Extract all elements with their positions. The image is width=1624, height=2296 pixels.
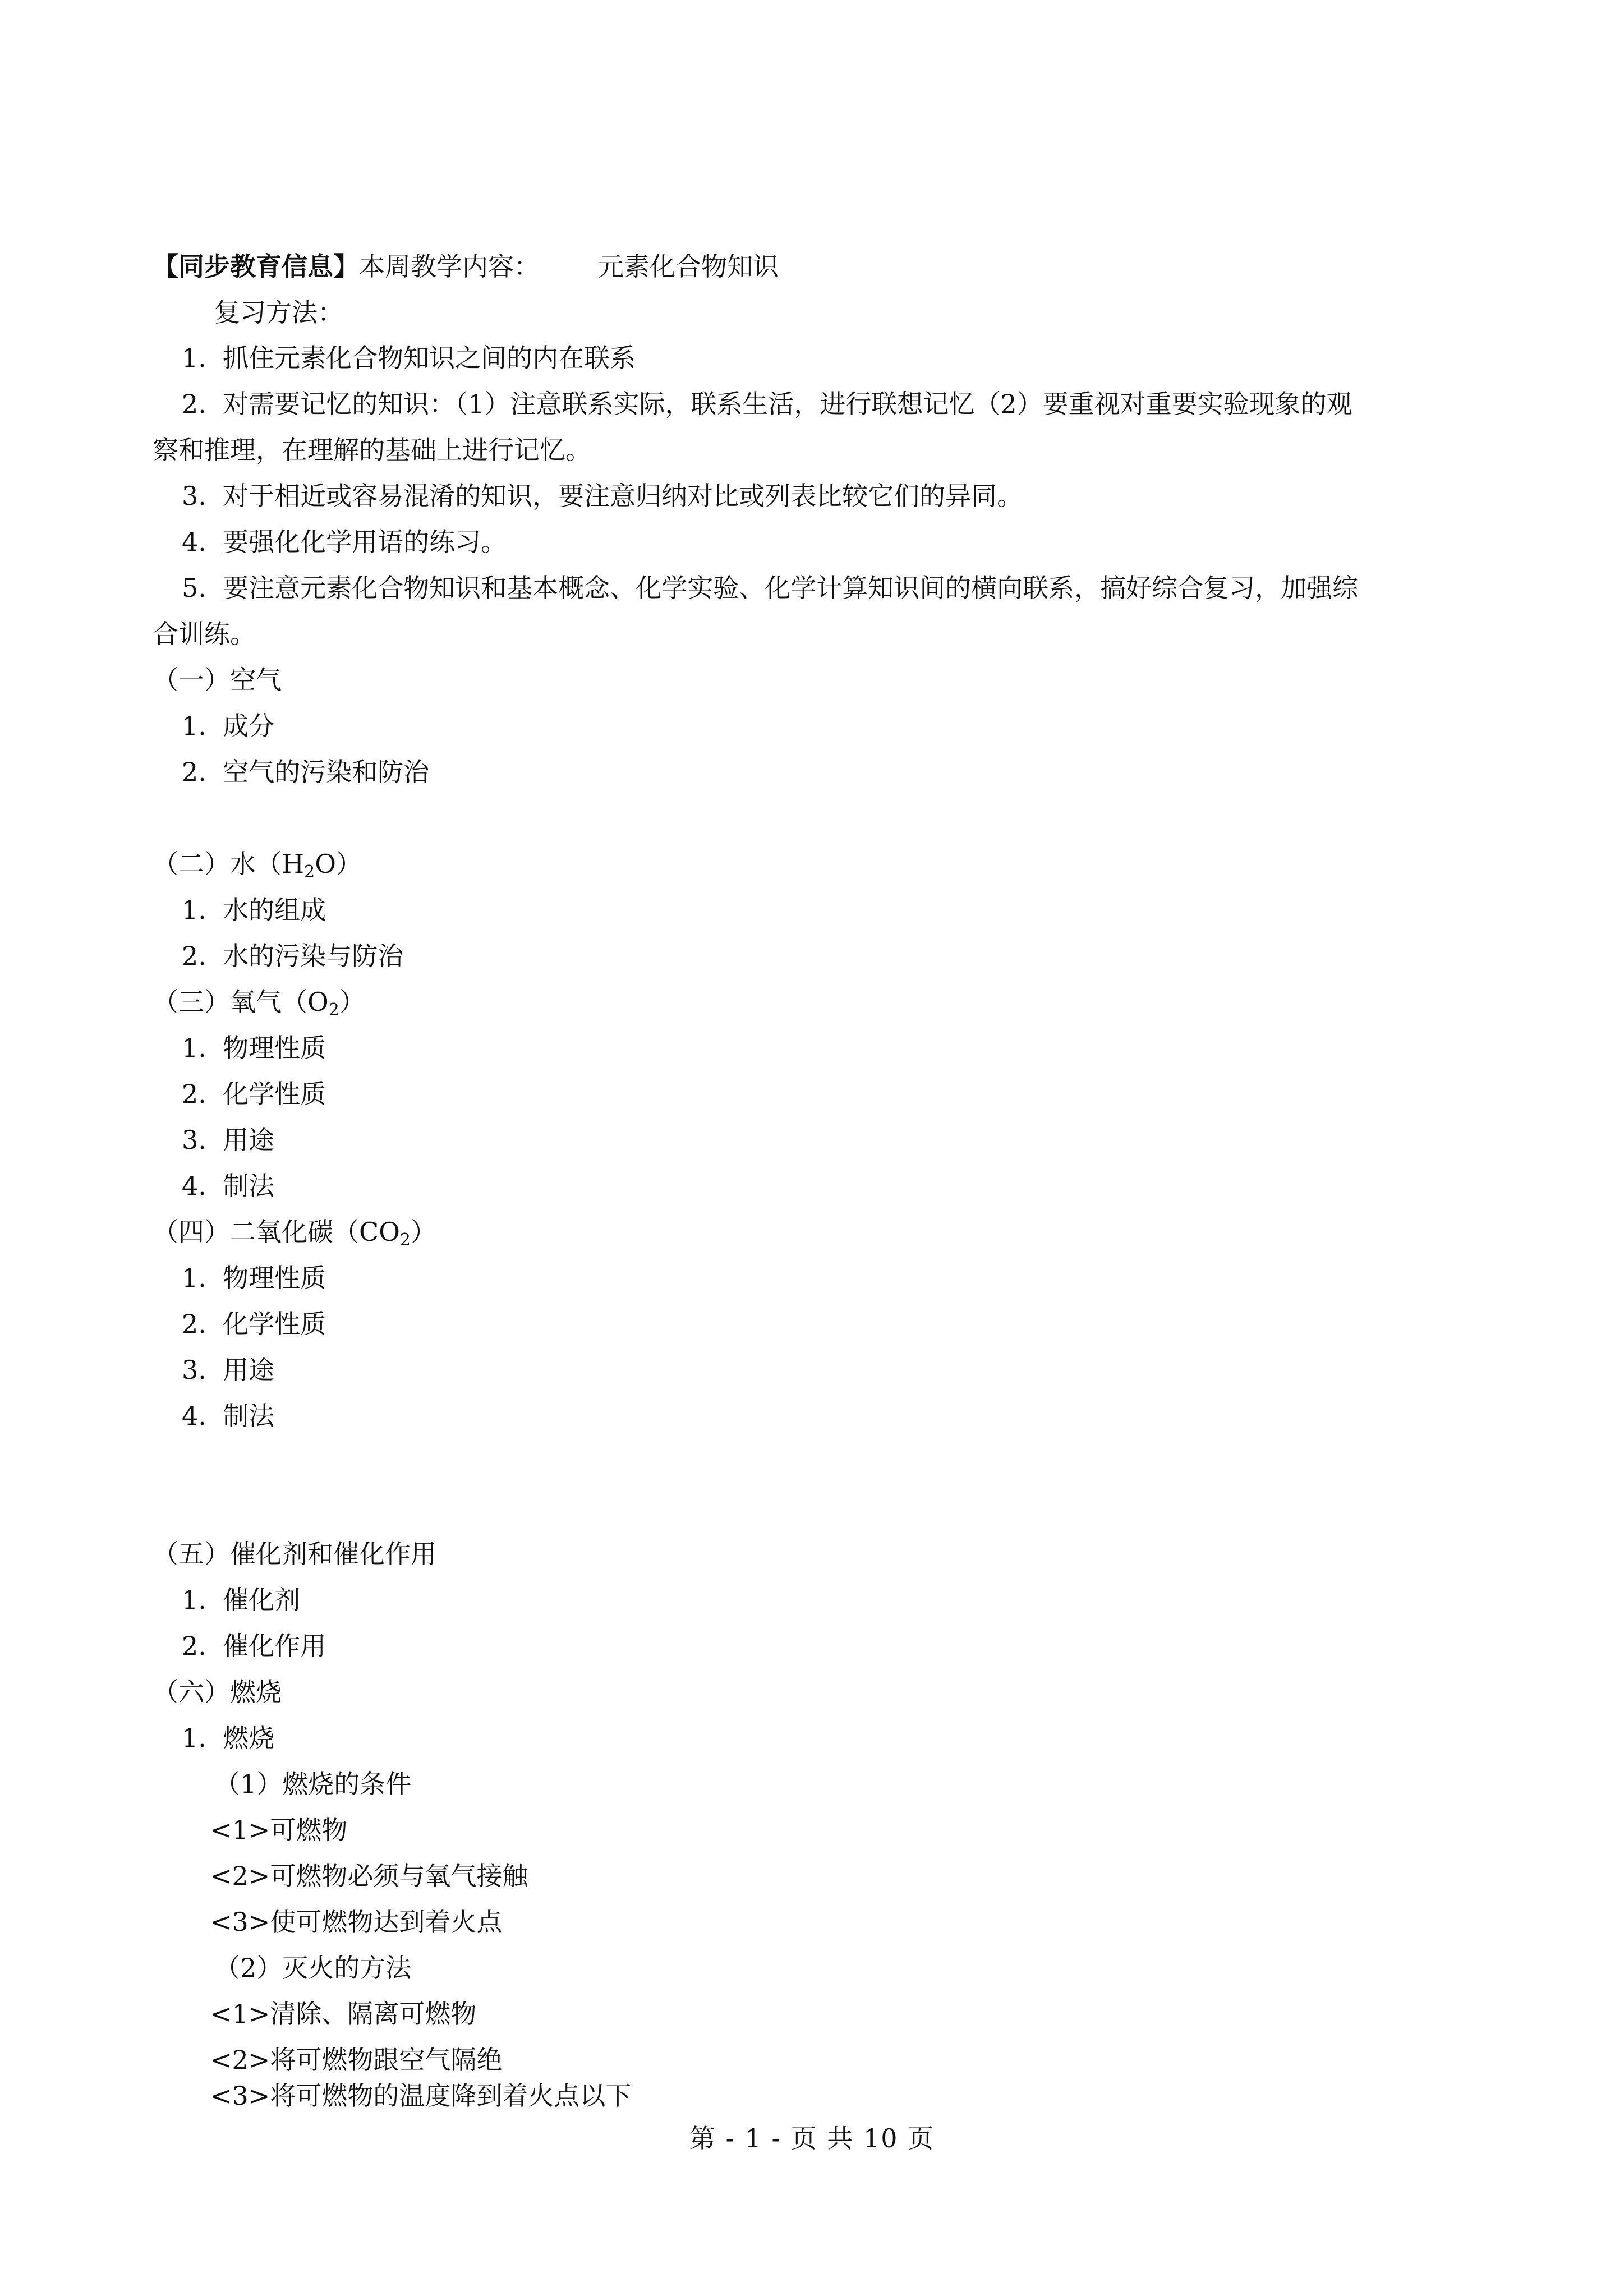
item-text: 物理性质 — [223, 1263, 326, 1293]
item-text: 对需要记忆的知识：（1）注意联系实际，联系生活，进行联想记忆（2）要重视对重要实验现象的观 — [223, 389, 1352, 419]
item-text: 催化作用 — [223, 1631, 326, 1661]
item-text: 化学性质 — [223, 1079, 326, 1109]
condition-item-3: <3>使可燃物达到着火点 — [210, 1907, 503, 1937]
extinguish-item-2: <2>将可燃物跟空气隔绝 — [210, 2045, 503, 2075]
review-item-4 — [182, 525, 507, 559]
title-text-end: ） — [411, 1217, 437, 1247]
subscript: 2 — [304, 862, 315, 882]
review-item-2-continued: 察和推理，在理解的基础上进行记忆。 — [153, 435, 591, 465]
item-text: 成分 — [223, 711, 275, 741]
item-number: 4. — [182, 1171, 206, 1201]
oxygen-item-4 — [182, 1169, 274, 1203]
review-item-2 — [182, 387, 1352, 421]
item-text: 燃烧 — [223, 1723, 275, 1753]
combustion-item-1 — [182, 1721, 274, 1755]
page-footer: 第 - 1 - 页 共 10 页 — [689, 2123, 935, 2154]
subscript: 2 — [399, 1230, 411, 1250]
extinguish-title: （2）灭火的方法 — [214, 1953, 412, 1983]
condition-item-2: <2>可燃物必须与氧气接触 — [210, 1861, 528, 1891]
oxygen-item-3 — [182, 1123, 274, 1157]
item-text: 制法 — [223, 1171, 275, 1201]
item-number: 1. — [182, 1263, 206, 1293]
title-text: （四）二氧化碳（CO — [153, 1217, 400, 1247]
title-text: （二）水（H — [153, 849, 305, 879]
review-title: 复习方法： — [214, 297, 343, 328]
review-item-1 — [182, 341, 636, 375]
extinguish-item-3: <3>将可燃物的温度降到着火点以下 — [210, 2081, 632, 2111]
title-text: （三）氧气（O — [153, 987, 329, 1017]
co2-item-2 — [182, 1307, 326, 1341]
item-number: 1. — [182, 1033, 206, 1063]
item-text: 水的组成 — [223, 895, 326, 925]
item-text: 水的污染与防治 — [223, 941, 404, 971]
item-text: 制法 — [223, 1401, 275, 1431]
item-text: 对于相近或容易混淆的知识，要注意归纳对比或列表比较它们的异同。 — [223, 481, 1023, 511]
item-text: 用途 — [223, 1355, 275, 1385]
catalyst-item-2 — [182, 1629, 326, 1663]
item-number: 5. — [182, 573, 206, 603]
item-number: 1. — [182, 711, 206, 741]
item-text: 要注意元素化合物知识和基本概念、化学实验、化学计算知识间的横向联系，搞好综合复习，加强综 — [223, 573, 1359, 603]
section-combustion-title: （六）燃烧 — [153, 1677, 282, 1707]
item-text: 用途 — [223, 1125, 275, 1155]
item-number: 1. — [182, 895, 206, 925]
item-number: 2. — [182, 1079, 206, 1109]
item-text: 空气的污染和防治 — [223, 757, 430, 787]
water-item-2 — [182, 939, 403, 973]
item-text: 催化剂 — [223, 1585, 301, 1615]
item-text: 物理性质 — [223, 1033, 326, 1063]
item-text: 要强化化学用语的练习。 — [223, 527, 507, 557]
section-co2-title — [153, 1215, 436, 1249]
section-air-title: （一）空气 — [153, 665, 282, 695]
review-item-5-continued: 合训练。 — [153, 619, 256, 649]
co2-item-3 — [182, 1353, 274, 1387]
subscript: 2 — [328, 1000, 339, 1020]
item-number: 2. — [182, 1631, 206, 1661]
title-text-end: O） — [315, 849, 362, 879]
section-catalyst-title: （五）催化剂和催化作用 — [153, 1539, 436, 1569]
item-number: 3. — [182, 1355, 206, 1385]
condition-item-1: <1>可燃物 — [210, 1815, 348, 1845]
combustion-conditions-title: （1）燃烧的条件 — [214, 1769, 412, 1799]
header-tag: 【同步教育信息】 — [153, 251, 359, 282]
item-number: 2. — [182, 1309, 206, 1339]
item-text: 抓住元素化合物知识之间的内在联系 — [223, 343, 636, 373]
item-number: 3. — [182, 1125, 206, 1155]
item-number: 4. — [182, 1401, 206, 1431]
section-oxygen-title — [153, 985, 365, 1019]
catalyst-item-1 — [182, 1583, 300, 1617]
item-number: 1. — [182, 343, 206, 373]
air-item-1 — [182, 709, 274, 743]
header-topic: 元素化合物知识 — [598, 251, 779, 282]
item-text: 化学性质 — [223, 1309, 326, 1339]
air-item-2 — [182, 755, 429, 789]
extinguish-item-1: <1>清除、隔离可燃物 — [210, 1999, 477, 2029]
water-item-1 — [182, 893, 326, 927]
co2-item-1 — [182, 1261, 326, 1295]
item-number: 2. — [182, 941, 206, 971]
item-number: 2. — [182, 389, 206, 419]
item-number: 1. — [182, 1723, 206, 1753]
item-number: 4. — [182, 527, 206, 557]
review-item-5 — [182, 571, 1358, 605]
title-text-end: ） — [339, 987, 365, 1017]
section-water-title — [153, 847, 362, 881]
item-number: 3. — [182, 481, 206, 511]
header-label: 本周教学内容： — [359, 251, 540, 282]
item-number: 2. — [182, 757, 206, 787]
item-number: 1. — [182, 1585, 206, 1615]
header-line — [153, 250, 779, 283]
oxygen-item-1 — [182, 1031, 326, 1065]
review-item-3 — [182, 479, 1023, 513]
co2-item-4 — [182, 1399, 274, 1433]
oxygen-item-2 — [182, 1077, 326, 1111]
